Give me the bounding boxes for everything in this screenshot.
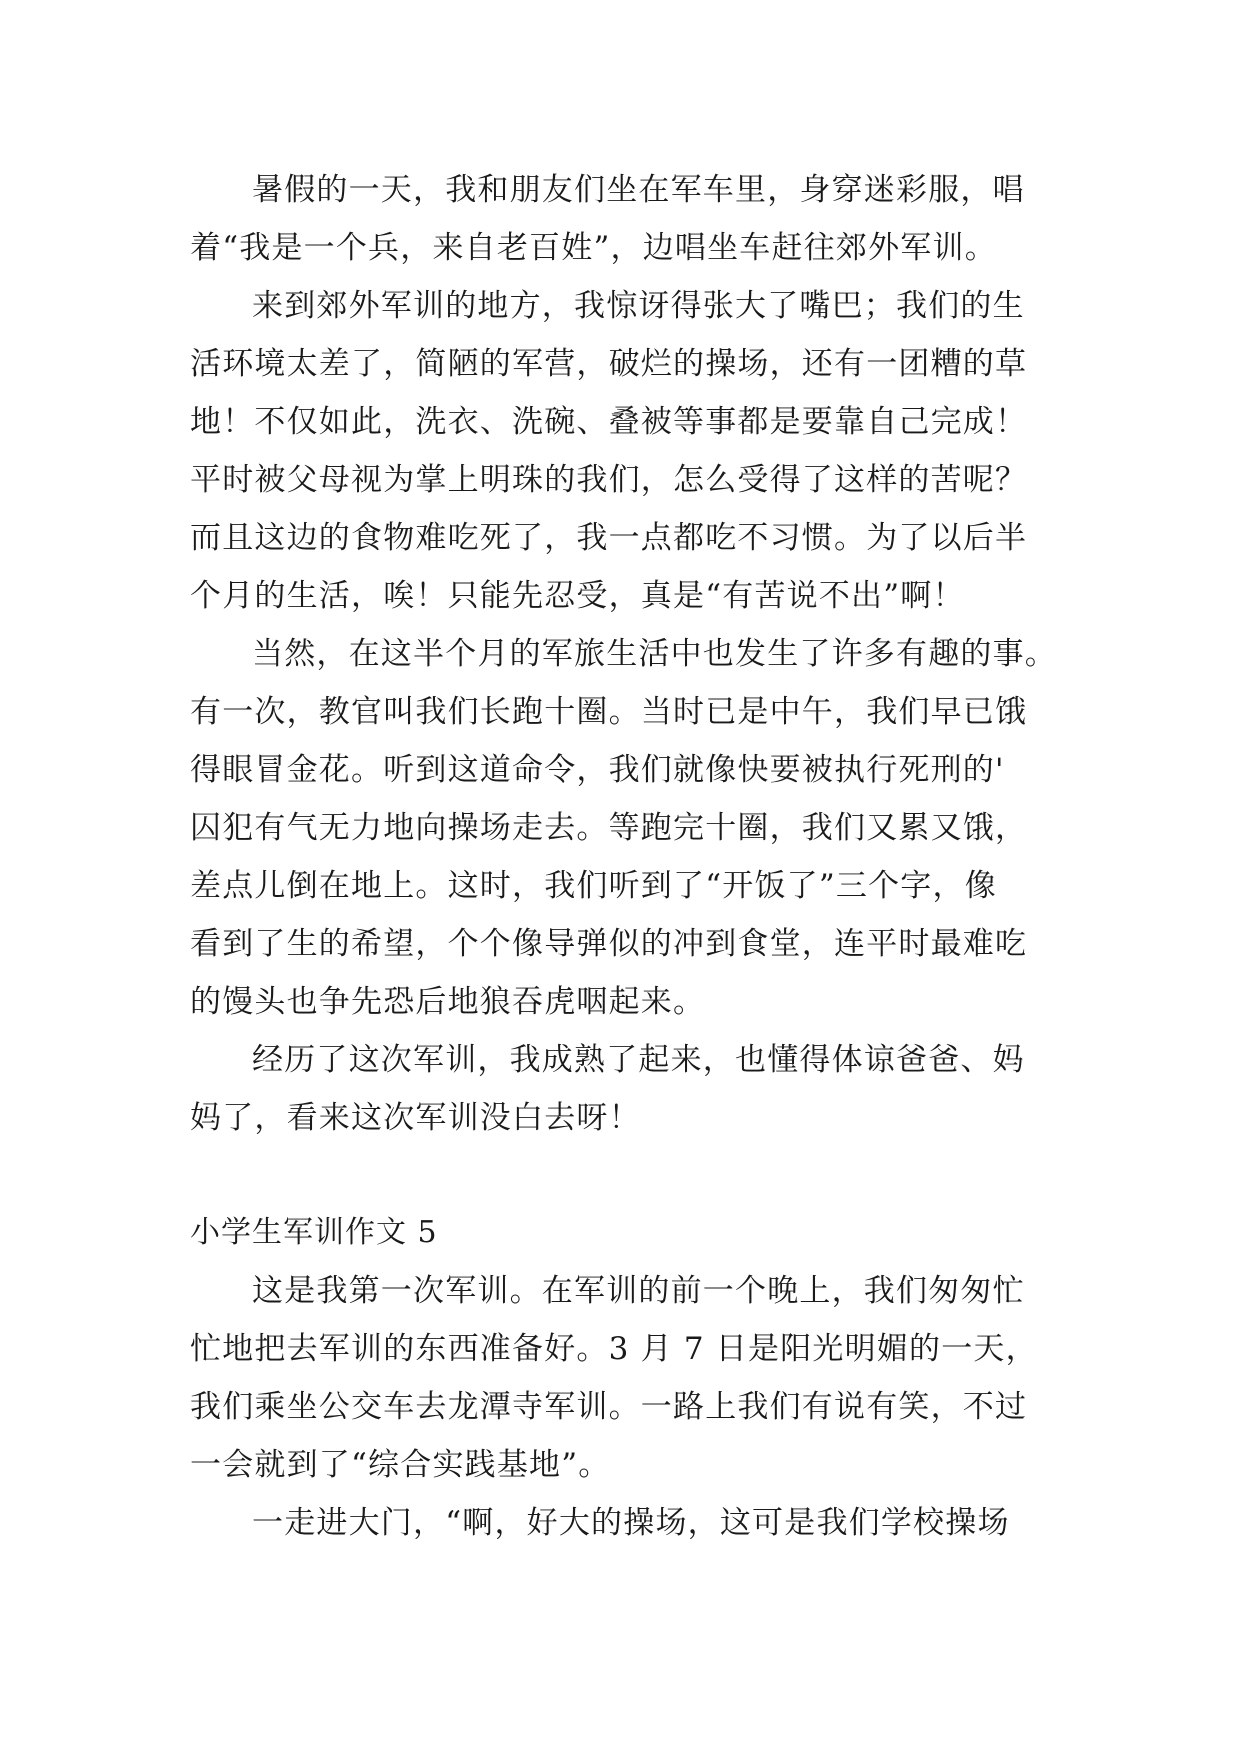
paragraph-line: 来到郊外军训的地方，我惊讶得张大了嘴巴；我们的生: [252, 288, 1025, 324]
paragraph-line: 个月的生活，唉！只能先忍受，真是“有苦说不出”啊！: [190, 578, 965, 614]
paragraph-line: 一走进大门，“啊，好大的操场，这可是我们学校操场: [252, 1505, 1010, 1541]
paragraph-line: 地！不仅如此，洗衣、洗碗、叠被等事都是要靠自己完成！: [190, 404, 1028, 440]
paragraph-line: 经历了这次军训，我成熟了起来，也懂得体谅爸爸、妈: [252, 1042, 1025, 1078]
paragraph-line: 得眼冒金花。听到这道命令，我们就像快要被执行死刑的': [190, 752, 1005, 788]
paragraph-line: 暑假的一天，我和朋友们坐在军车里，身穿迷彩服，唱: [252, 172, 1025, 208]
paragraph-line: 这是我第一次军训。在军训的前一个晚上，我们匆匆忙: [252, 1273, 1025, 1309]
paragraph-line: 看到了生的希望，个个像导弹似的冲到食堂，连平时最难吃: [190, 926, 1028, 962]
paragraph-line: 而且这边的食物难吃死了，我一点都吃不习惯。为了以后半: [190, 520, 1028, 556]
paragraph-line: 囚犯有气无力地向操场走去。等跑完十圈，我们又累又饿，: [190, 810, 1028, 846]
paragraph-line: 平时被父母视为掌上明珠的我们，怎么受得了这样的苦呢？: [190, 462, 1028, 498]
paragraph-line: 的馒头也争先恐后地狼吞虎咽起来。: [190, 984, 706, 1020]
paragraph-line: 妈了，看来这次军训没白去呀！: [190, 1100, 641, 1136]
section-heading: 小学生军训作文 5: [190, 1215, 438, 1250]
paragraph-line: 着“我是一个兵，来自老百姓”，边唱坐车赶往郊外军训。: [190, 230, 997, 266]
paragraph-line: 忙地把去军训的东西准备好。3 月 7 日是阳光明媚的一天，: [190, 1331, 1038, 1367]
paragraph-line: 我们乘坐公交车去龙潭寺军训。一路上我们有说有笑，不过: [190, 1389, 1028, 1425]
paragraph-line: 当然，在这半个月的军旅生活中也发生了许多有趣的事。: [252, 636, 1057, 672]
paragraph-line: 有一次，教官叫我们长跑十圈。当时已是中午，我们早已饿: [190, 694, 1028, 730]
paragraph-line: 一会就到了“综合实践基地”。: [190, 1447, 611, 1483]
paragraph-line: 差点儿倒在地上。这时，我们听到了“开饭了”三个字，像: [190, 868, 997, 904]
paragraph-line: 活环境太差了，简陋的军营，破烂的操场，还有一团糟的草: [190, 346, 1028, 382]
